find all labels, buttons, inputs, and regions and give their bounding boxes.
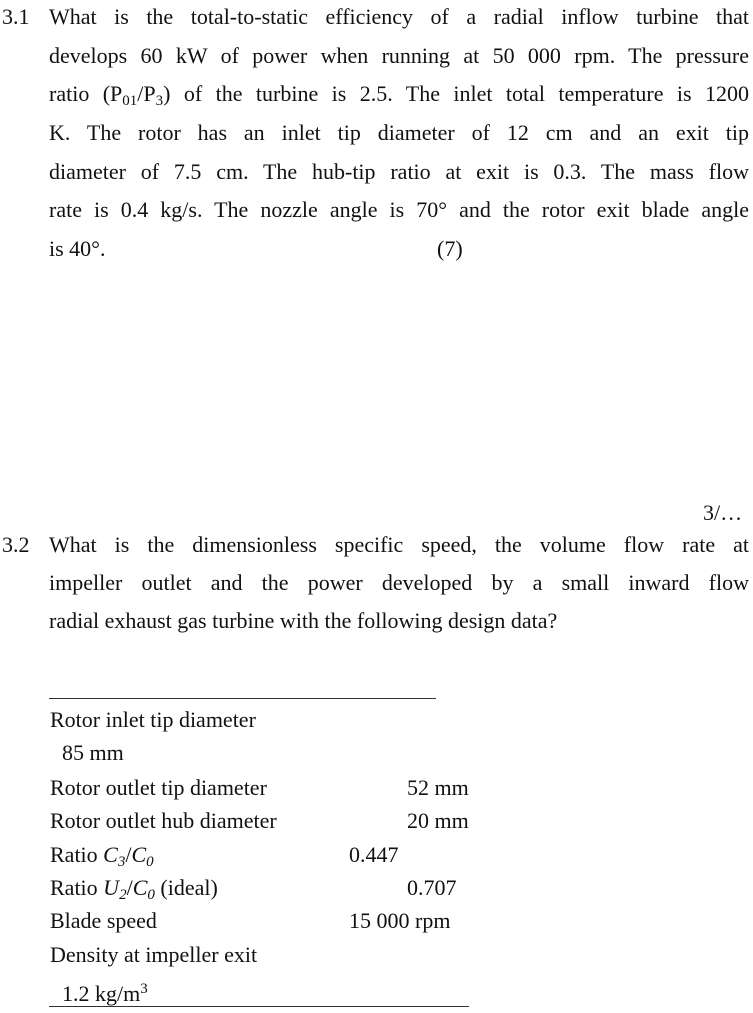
- question-text-line: [49, 81, 749, 114]
- page-continuation: 3/…: [703, 500, 743, 525]
- label-fragment: Ratio: [50, 842, 104, 867]
- table-row-label: Rotor inlet tip diameter: [50, 707, 256, 732]
- label-fragment: /: [126, 875, 133, 900]
- table-row-label: Rotor outlet hub diameter: [50, 808, 277, 833]
- question-text-line: radial exhaust gas turbine with the following design data?: [49, 608, 558, 633]
- question-text-line: diameter of 7.5 cm. The hub-tip ratio at exit is 0.3. The mass flow: [49, 159, 749, 184]
- question-text-line: impeller outlet and the power developed by a small inward flow: [49, 570, 749, 595]
- label-symbol: C: [131, 842, 147, 867]
- table-row-label: Blade speed: [50, 908, 157, 933]
- subscript: 2: [119, 887, 127, 903]
- table-row-label: Rotor outlet tip diameter: [50, 775, 267, 800]
- table-row-label: [50, 842, 154, 875]
- question-text-line: rate is 0.4 kg/s. The nozzle angle is 70° and the rotor exit blade angle: [49, 197, 749, 222]
- table-row-value: 0.707: [407, 875, 457, 900]
- table-row-label: Density at impeller exit: [50, 942, 258, 967]
- label-fragment: Ratio: [50, 875, 104, 900]
- table-row-value: 20 mm: [407, 808, 469, 833]
- table-row-value: 0.447: [349, 842, 399, 867]
- subscript: 01: [122, 93, 138, 109]
- subscript: 3: [117, 854, 126, 870]
- table-row-value: 85 mm: [62, 740, 124, 765]
- question-text-fragment: /P: [137, 81, 156, 106]
- question-text-line: What is the total-to-static efficiency of a radial inflow turbine that: [49, 4, 749, 29]
- question-text-fragment: ratio (P: [49, 81, 123, 106]
- table-row-value: 52 mm: [407, 775, 469, 800]
- question-text-line: What is the dimensionless specific speed, the volume flow rate at: [49, 532, 749, 557]
- subscript: 3: [155, 93, 164, 109]
- question-text-line: is 40°.: [49, 236, 106, 261]
- subscript: 0: [147, 887, 155, 903]
- question-text-line: develops 60 kW of power when running at 50 000 rpm. The pressure: [49, 43, 749, 68]
- value-fragment: 1.2 kg/m: [62, 981, 141, 1006]
- label-symbol: C: [132, 875, 148, 900]
- superscript: 3: [140, 981, 148, 997]
- label-fragment: (ideal): [154, 875, 218, 900]
- label-symbol: U: [103, 875, 120, 900]
- table-top-rule: [49, 698, 436, 699]
- question-text-line: K. The rotor has an inlet tip diameter of 12 cm and an exit tip: [49, 120, 749, 145]
- label-symbol: C: [103, 842, 118, 867]
- table-row-value: [62, 976, 148, 1007]
- question-number: 3.2: [2, 532, 30, 557]
- table-bottom-rule: [49, 1006, 469, 1007]
- label-fragment: /: [125, 842, 132, 867]
- question-number: 3.1: [2, 4, 30, 29]
- marks-label: (7): [437, 236, 463, 261]
- table-row-label: [50, 875, 218, 908]
- table-row-value: 15 000 rpm: [349, 908, 451, 933]
- subscript: 0: [146, 854, 154, 870]
- question-text-fragment: ) of the turbine is 2.5. The inlet total temperature is 1200: [163, 81, 749, 106]
